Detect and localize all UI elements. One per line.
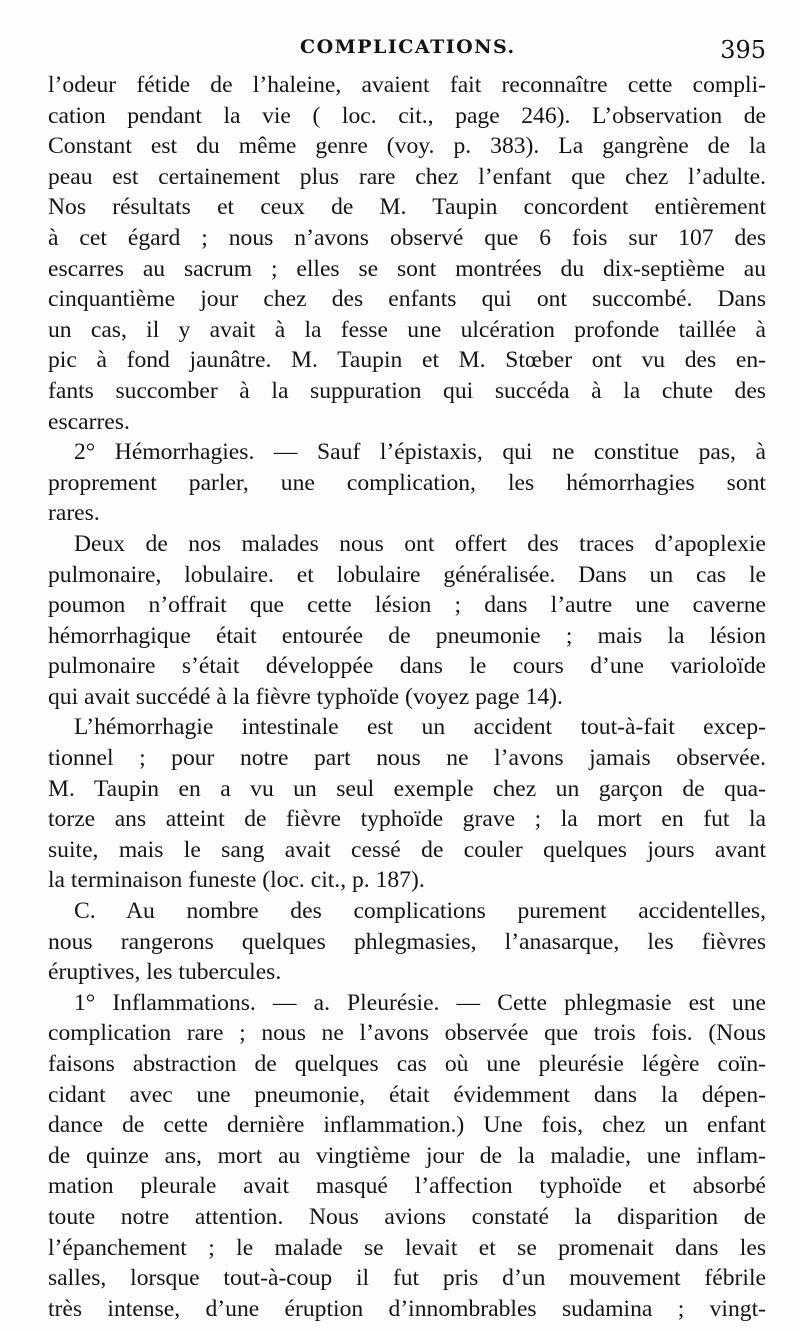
text-line: pulmonaire, lobulaire. et lobulaire généralisée. Dans un cas le — [48, 561, 766, 588]
text-line: escarres. — [48, 408, 130, 435]
text-line: peau est certainement plus rare chez l’enfant que chez l’adulte. — [48, 163, 766, 190]
text-line: un cas, il y avait à la fesse une ulcération profonde taillée à — [48, 316, 766, 343]
text-line: fants succomber à la suppuration qui succéda à la chute des — [48, 377, 766, 404]
text-line: L’hémorrhagie intestinale est un accident tout-à-fait excep- — [74, 714, 766, 741]
text-line: Deux de nos malades nous ont offert des traces d’apoplexie — [74, 530, 766, 557]
text-line: suite, mais le sang avait cessé de couler quelques jours avant — [48, 836, 766, 863]
text-line: Nos résultats et ceux de M. Taupin concordent entièrement — [48, 194, 766, 221]
text-line: dance de cette dernière inflammation.) Une fois, chez un enfant — [48, 1112, 766, 1139]
body-text — [48, 70, 766, 1324]
text-line: 2° Hémorrhagies. — Sauf l’épistaxis, qui ne constitue pas, à — [74, 439, 766, 466]
text-line: cation pendant la vie ( loc. cit., page 246). L’observation de — [48, 102, 766, 129]
text-line: l’épanchement ; le malade se levait et se promenait dans les — [48, 1234, 766, 1261]
text-line: salles, lorsque tout-à-coup il fut pris d’un mouvement fébrile — [48, 1265, 766, 1292]
text-line: 1° Inflammations. — a. Pleurésie. — Cette phlegmasie est une — [74, 989, 766, 1016]
text-line: complication rare ; nous ne l’avons observée que trois fois. (Nous — [48, 1020, 766, 1047]
text-line: pic à fond jaunâtre. M. Taupin et M. Stœber ont vu des en- — [48, 347, 766, 374]
text-line: de quinze ans, mort au vingtième jour de la maladie, une inflam- — [48, 1142, 766, 1169]
text-line: rares. — [48, 500, 100, 527]
text-line: l’odeur fétide de l’haleine, avaient fait reconnaître cette compli- — [48, 72, 766, 98]
page-header — [48, 30, 766, 70]
text-line: à cet égard ; nous n’avons observé que 6 fois sur 107 des — [48, 224, 766, 251]
text-line: nous rangerons quelques phlegmasies, l’anasarque, les fièvres — [48, 928, 766, 955]
text-line: C. Au nombre des complications purement accidentelles, — [74, 898, 766, 925]
text-line: hémorrhagique était entourée de pneumonie ; mais la lésion — [48, 622, 766, 649]
text-line: torze ans atteint de fièvre typhoïde grave ; la mort en fut la — [48, 806, 766, 833]
text-line: mation pleurale avait masqué l’affection typhoïde et absorbé — [48, 1173, 766, 1200]
page-number: 395 — [720, 36, 766, 64]
text-line: éruptives, les tubercules. — [48, 959, 282, 986]
text-line: cidant avec une pneumonie, était évidemment dans la dépen- — [48, 1081, 766, 1108]
text-line: proprement parler, une complication, les hémorrhagies sont — [48, 469, 766, 496]
text-line: tionnel ; pour notre part nous ne l’avons jamais observée. — [48, 745, 766, 772]
text-line: cinquantième jour chez des enfants qui ont succombé. Dans — [48, 286, 766, 313]
text-line: la terminaison funeste (loc. cit., p. 187). — [48, 867, 425, 894]
text-line: Constant est du même genre (voy. p. 383). La gangrène de la — [48, 133, 766, 160]
text-line: escarres au sacrum ; elles se sont montrées du dix-septième au — [48, 255, 766, 282]
text-line: faisons abstraction de quelques cas où une pleurésie légère coïn- — [48, 1051, 766, 1077]
running-title: COMPLICATIONS. — [300, 36, 516, 58]
text-line: poumon n’offrait que cette lésion ; dans l’autre une caverne — [48, 592, 766, 619]
text-line: qui avait succédé à la fièvre typhoïde (voyez page 14). — [48, 683, 563, 710]
text-line: M. Taupin en a vu un seul exemple chez un garçon de qua- — [48, 775, 766, 802]
text-line: toute notre attention. Nous avions constaté la disparition de — [48, 1203, 766, 1230]
text-line: très intense, d’une éruption d’innombrables sudamina ; vingt- — [48, 1295, 766, 1322]
text-line: pulmonaire s’était développée dans le cours d’une varioloïde — [48, 653, 766, 680]
